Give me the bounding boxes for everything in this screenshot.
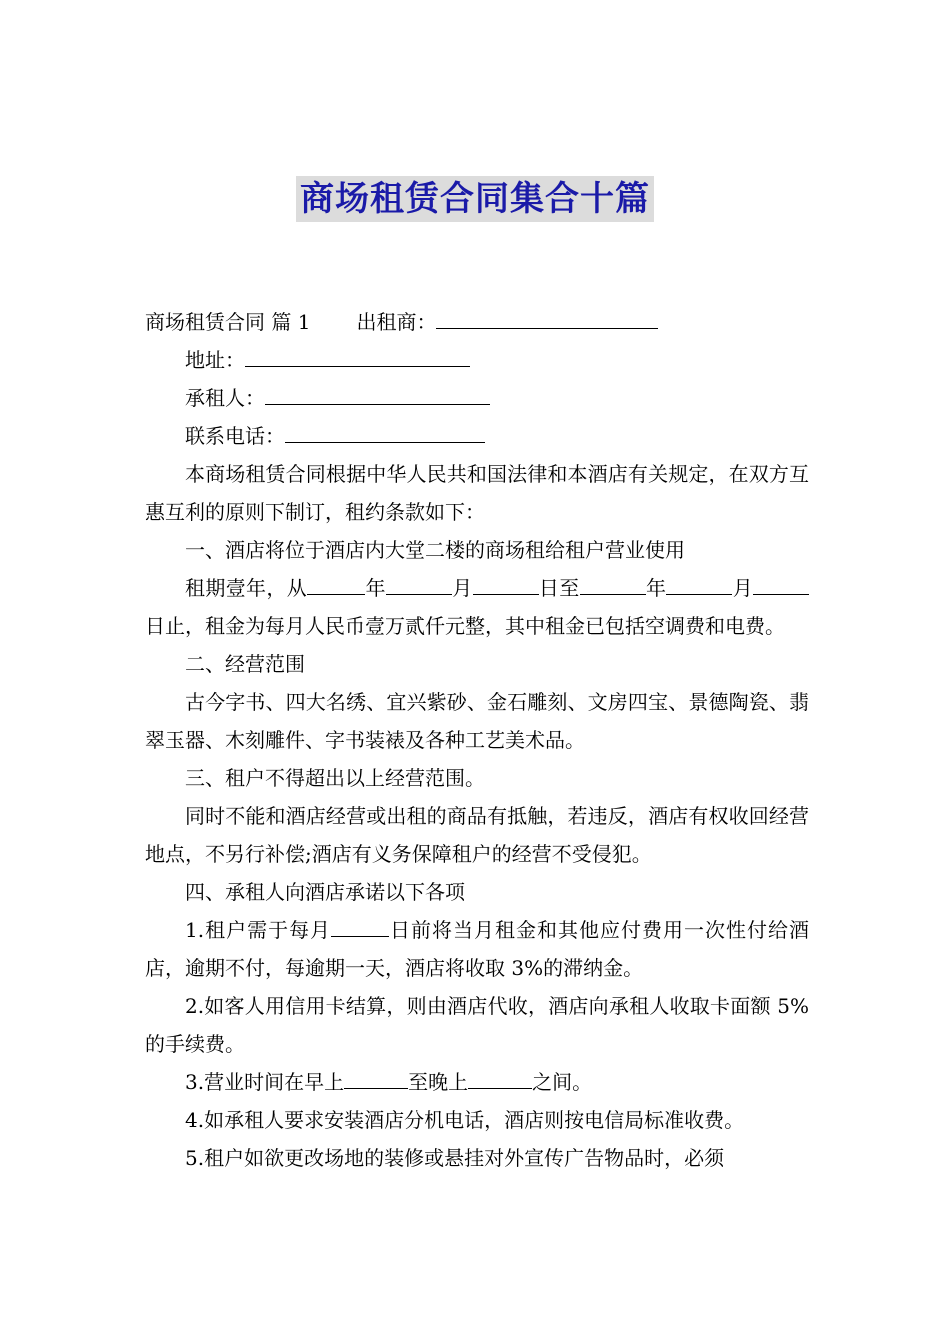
- term-day-label: 日至: [538, 576, 580, 600]
- document-body: [145, 303, 809, 1177]
- title-container: [0, 176, 950, 222]
- phone-label: 联系电话：: [185, 424, 285, 448]
- address-label: 地址：: [185, 348, 245, 372]
- end-day-blank-b: [765, 572, 809, 595]
- item-5: 5.租户如欲更改场地的装修或悬挂对外宣传广告物品时，必须: [185, 1146, 725, 1170]
- business-scope: 古今字书、四大名绣、宜兴紫砂、金石雕刻、文房四宝、景德陶瓷、翡翠玉器、木刻雕件、字书装裱及各种工艺美术品。: [145, 690, 809, 752]
- end-month-blank: [666, 572, 732, 595]
- document-title: 商场租赁合同集合十篇: [296, 176, 654, 222]
- item-1-text-a: 1.租户需于每月: [185, 918, 332, 942]
- term-year-label: 年: [365, 576, 386, 600]
- term-month-label-2: 月: [732, 576, 754, 600]
- item-1-text-b: 日前将当月租金和其他应付费用一次性付给酒店，逾期不付，每逾期一天，酒店将收取 3%的滞纳金。: [145, 918, 809, 980]
- contract-header-line: [145, 303, 809, 341]
- clause-1: 一、酒店将位于酒店内大堂二楼的商场租给租户营业使用: [185, 538, 685, 562]
- address-blank: [245, 344, 470, 367]
- item-3-text-c: 之间。: [532, 1070, 593, 1094]
- item-1: [145, 911, 809, 987]
- start-year-blank: [307, 572, 365, 595]
- clause-3: 三、租户不得超出以上经营范围。: [185, 766, 485, 790]
- clause-3-detail: 同时不能和酒店经营或出租的商品有抵触，若违反，酒店有权收回经营地点，不另行补偿;酒店有义务保障租户的经营不受侵犯。: [145, 804, 809, 866]
- lessee-line: [145, 379, 809, 417]
- start-day-blank: [473, 572, 539, 595]
- item-3-text-b: 至晚上: [408, 1070, 469, 1094]
- lessor-label: 出租商：: [356, 310, 437, 334]
- clause-2: 二、经营范围: [185, 652, 305, 676]
- contract-heading: 商场租赁合同 篇 1: [145, 310, 311, 334]
- item-2: 2.如客人用信用卡结算，则由酒店代收，酒店向承租人收取卡面额 5%的手续费。: [145, 994, 809, 1056]
- term-text-b: 日止，租金为每月人民币壹万贰仟元整，其中租金已包括空调费和电费。: [145, 614, 785, 638]
- item-3: [145, 1063, 809, 1101]
- term-month-label: 月: [451, 576, 473, 600]
- term-text-a: 租期壹年，从: [185, 576, 308, 600]
- clause-4: 四、承租人向酒店承诺以下各项: [185, 880, 465, 904]
- term-year-label-2: 年: [645, 576, 667, 600]
- start-month-blank: [386, 572, 452, 595]
- lessor-blank: [436, 306, 658, 329]
- lessee-blank: [265, 382, 490, 405]
- end-year-blank: [580, 572, 646, 595]
- phone-blank: [285, 420, 485, 443]
- intro-paragraph: 本商场租赁合同根据中华人民共和国法律和本酒店有关规定，在双方互惠互利的原则下制订，租约条款如下：: [145, 462, 809, 524]
- address-line: [145, 341, 809, 379]
- phone-line: [145, 417, 809, 455]
- item-3-text-a: 3.营业时间在早上: [185, 1070, 345, 1094]
- end-day-blank-a: [753, 572, 765, 595]
- lease-term-paragraph: [145, 569, 809, 645]
- open-time-blank: [344, 1066, 408, 1089]
- item-4: 4.如承租人要求安装酒店分机电话，酒店则按电信局标准收费。: [185, 1108, 745, 1132]
- rent-day-blank: [331, 914, 389, 937]
- close-time-blank: [468, 1066, 532, 1089]
- lessee-label: 承租人：: [185, 386, 265, 410]
